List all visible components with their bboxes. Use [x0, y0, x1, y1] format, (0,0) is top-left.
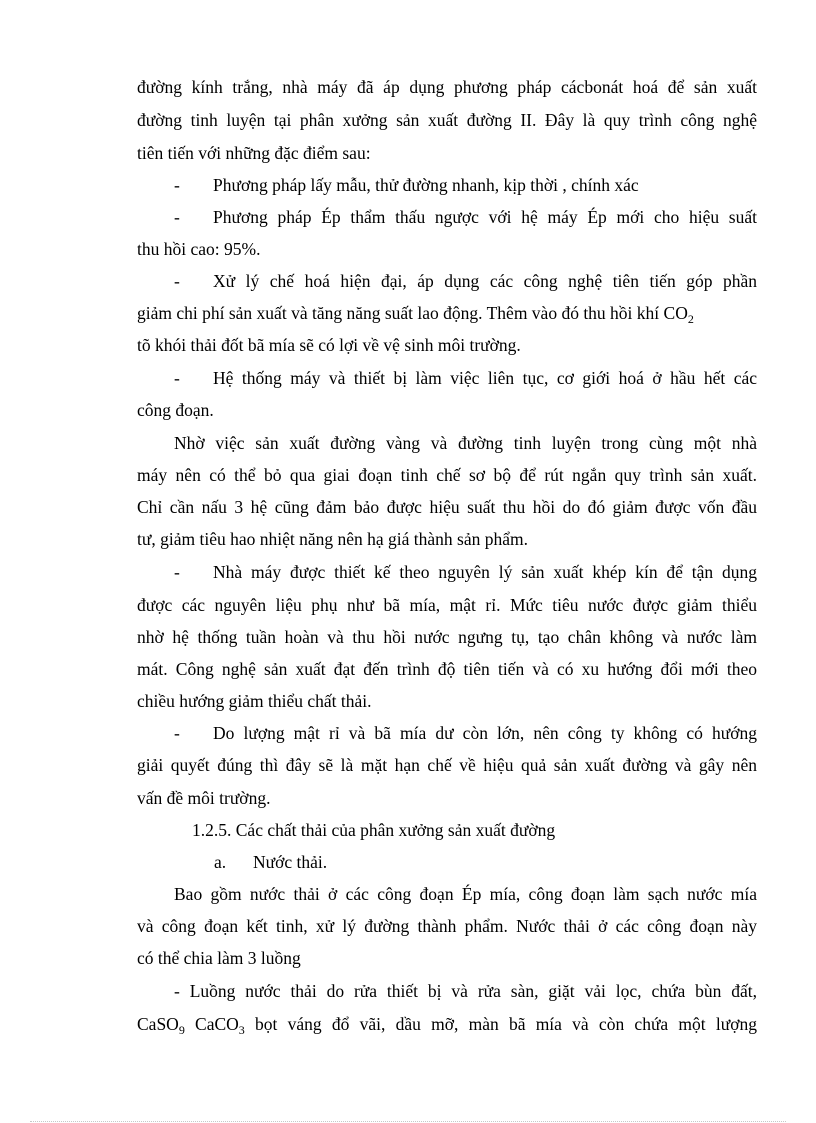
text-line: tư, giảm tiêu hao nhiệt năng nên hạ giá thành sản phẩm.: [137, 529, 528, 549]
bullet-dash: -: [174, 562, 180, 582]
bullet-dash: -: [174, 207, 180, 227]
text-line-caso: [137, 1012, 757, 1036]
text-span: CaSO: [137, 1014, 179, 1034]
bullet-dash: -: [174, 368, 180, 388]
text-line: công đoạn.: [137, 400, 214, 420]
text-line: tõ khói thải đốt bã mía sẽ có lợi về vệ sinh môi trường.: [137, 335, 521, 355]
bullet-text: Hệ thống máy và thiết bị làm việc liên tục, cơ giới hoá ở hầu hết các: [213, 368, 757, 388]
text-span: CaCO: [184, 1014, 239, 1034]
text-line: mát. Công nghệ sản xuất đạt đến trình độ tiên tiến và có xu hướng đổi mới theo: [137, 659, 757, 679]
text-span: giảm chi phí sản xuất và tăng năng suất lao động. Thêm vào đó thu hồi khí CO: [137, 303, 688, 323]
text-line: có thể chia làm 3 luồng: [137, 948, 301, 968]
page-bottom-rule: [30, 1121, 786, 1122]
text-line: vấn đề môi trường.: [137, 788, 271, 808]
text-line: đường tinh luyện tại phân xưởng sản xuất đường II. Đây là quy trình công nghệ: [137, 110, 757, 130]
text-line: được các nguyên liệu phụ như bã mía, mật rỉ. Mức tiêu nước được giảm thiểu: [137, 595, 757, 615]
section-heading: 1.2.5. Các chất thải của phân xưởng sản xuất đường: [192, 820, 556, 840]
text-line: và công đoạn kết tinh, xử lý đường thành phẩm. Nước thải ở các công đoạn này: [137, 916, 757, 936]
text-line: giải quyết đúng thì đây sẽ là mặt hạn chế về hiệu quả sản xuất đường và gây nên: [137, 755, 757, 775]
subheading-text: Nước thải.: [253, 852, 328, 872]
subscript: 2: [687, 312, 694, 326]
bullet-dash: -: [174, 175, 180, 195]
bullet-dash: -: [174, 271, 180, 291]
text-line: Nhờ việc sản xuất đường vàng và đường tinh luyện trong cùng một nhà: [174, 433, 757, 453]
bullet-dash: -: [174, 723, 180, 743]
text-line: máy nên có thể bỏ qua giai đoạn tinh chế sơ bộ để rút ngắn quy trình sản xuất.: [137, 465, 757, 485]
subscript: 9: [178, 1023, 185, 1037]
subscript: 3: [238, 1023, 245, 1037]
text-line: - Luồng nước thải do rửa thiết bị và rửa sàn, giặt vải lọc, chứa bùn đất,: [174, 981, 757, 1001]
text-line: Bao gồm nước thải ở các công đoạn Ép mía, công đoạn làm sạch nước mía: [174, 884, 757, 904]
bullet-text: Nhà máy được thiết kế theo nguyên lý sản xuất khép kín để tận dụng: [213, 562, 757, 582]
bullet-text: Phương pháp Ép thẩm thấu ngược với hệ máy Ép mới cho hiệu suất: [213, 207, 757, 227]
text-line: đường kính trắng, nhà máy đã áp dụng phương pháp cácbonát hoá để sản xuất: [137, 77, 757, 97]
text-line: Chỉ cần nấu 3 hệ cũng đảm bảo được hiệu suất thu hồi do đó giảm được vốn đầu: [137, 497, 757, 517]
subheading-label: a.: [214, 852, 227, 872]
bullet-text: Phương pháp lấy mẫu, thử đường nhanh, kịp thời , chính xác: [213, 175, 639, 195]
text-span: bọt váng đổ vãi, dầu mỡ, màn bã mía và còn chứa một lượng: [244, 1014, 757, 1034]
text-line: tiên tiến với những đặc điểm sau:: [137, 143, 371, 163]
text-line-co2: [137, 301, 757, 325]
text-line: nhờ hệ thống tuần hoàn và thu hồi nước ngưng tụ, tạo chân không và nước làm: [137, 627, 757, 647]
text-line: chiều hướng giảm thiểu chất thải.: [137, 691, 372, 711]
text-line: thu hồi cao: 95%.: [137, 239, 261, 259]
bullet-text: Xử lý chế hoá hiện đại, áp dụng các công nghệ tiên tiến góp phần: [213, 271, 757, 291]
bullet-text: Do lượng mật rỉ và bã mía dư còn lớn, nên công ty không có hướng: [213, 723, 757, 743]
